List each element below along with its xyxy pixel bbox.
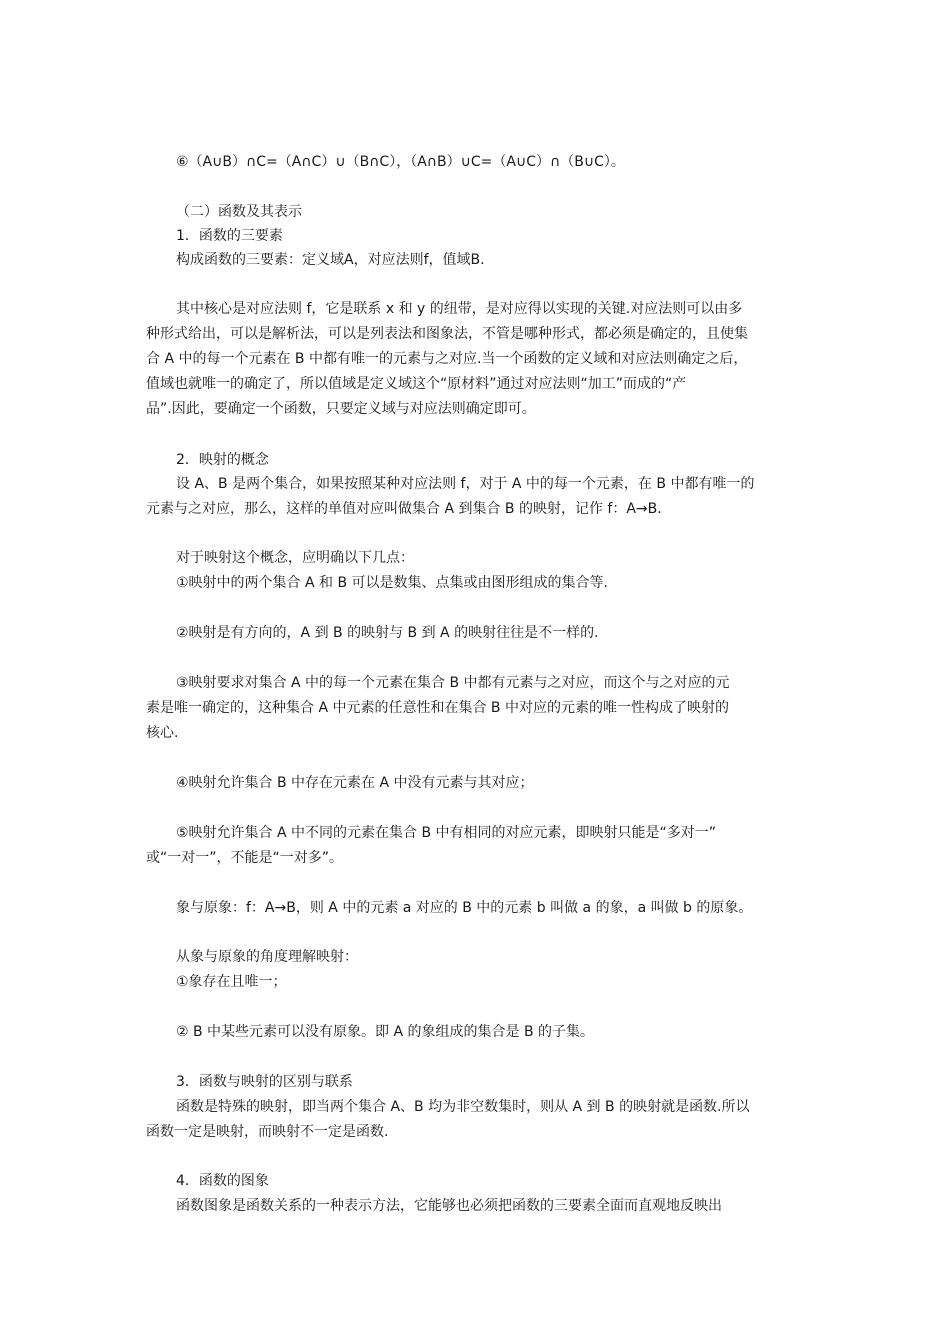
- paragraph-line: 核心.: [146, 725, 179, 741]
- subsection-heading: 1．函数的三要素: [176, 228, 283, 244]
- set-identity-line: ⑥（A∪B）∩C=（A∩C）∪（B∩C），（A∩B）∪C=（A∪C）∩（B∪C）。: [176, 154, 625, 170]
- paragraph-line: 元素与之对应，那么，这样的单值对应叫做集合 A 到集合 B 的映射，记作 f：A→B.: [146, 501, 662, 517]
- paragraph-line: 构成函数的三要素：定义域A，对应法则f，值域B.: [176, 252, 485, 268]
- paragraph-line: 素是唯一确定的，这种集合 A 中元素的任意性和在集合 B 中对应的元素的唯一性构成了映射的: [146, 700, 729, 716]
- subsection-heading: 3．函数与映射的区别与联系: [176, 1074, 353, 1090]
- paragraph-line: 从象与原象的角度理解映射：: [176, 949, 358, 965]
- paragraph-line: 其中核心是对应法则 f，它是联系 x 和 y 的纽带，是对应得以实现的关键.对应法则可以由多: [176, 301, 743, 317]
- paragraph-line: 象与原象：f：A→B，则 A 中的元素 a 对应的 B 中的元素 b 叫做 a 的象，a 叫做 b 的原象。: [176, 900, 753, 916]
- list-item: ③映射要求对集合 A 中的每一个元素在集合 B 中都有元素与之对应，而这个与之对应的元: [176, 675, 730, 691]
- section-heading: （二）函数及其表示: [176, 204, 302, 220]
- list-item: ①映射中的两个集合 A 和 B 可以是数集、点集或由图形组成的集合等.: [176, 575, 608, 591]
- subsection-heading: 4．函数的图象: [176, 1173, 269, 1189]
- paragraph-line: 函数是特殊的映射，即当两个集合 A、B 均为非空数集时，则从 A 到 B 的映射就是函数.所以: [176, 1099, 750, 1115]
- list-item: ②映射是有方向的，A 到 B 的映射与 B 到 A 的映射往往是不一样的.: [176, 625, 599, 641]
- paragraph-line: 对于映射这个概念，应明确以下几点：: [176, 550, 414, 566]
- paragraph-line: 设 A、B 是两个集合，如果按照某种对应法则 f，对于 A 中的每一个元素，在 B 中都有唯一的: [176, 476, 755, 492]
- paragraph-line: 种形式给出，可以是解析法，可以是列表法和图象法，不管是哪种形式，都必须是确定的，且使集: [146, 326, 748, 342]
- paragraph-line: 值域也就唯一的确定了，所以值域是定义域这个“原材料”通过对应法则“加工”而成的“产: [146, 376, 687, 392]
- subsection-heading: 2．映射的概念: [176, 452, 269, 468]
- list-item: ④映射允许集合 B 中存在元素在 A 中没有元素与其对应；: [176, 775, 534, 791]
- list-item: ⑤映射允许集合 A 中不同的元素在集合 B 中有相同的对应元素，即映射只能是“多对一”: [176, 825, 717, 841]
- paragraph-line: 合 A 中的每一个元素在 B 中都有唯一的元素与之对应.当一个函数的定义域和对应法则确定之后，: [146, 351, 748, 367]
- paragraph-line: 品”.因此，要确定一个函数，只要定义域与对应法则确定即可。: [146, 401, 536, 417]
- list-item: ①象存在且唯一；: [176, 974, 287, 990]
- list-item: ② B 中某些元素可以没有原象。即 A 的象组成的集合是 B 的子集。: [176, 1024, 595, 1040]
- paragraph-line: 函数图象是函数关系的一种表示方法，它能够也必须把函数的三要素全面而直观地反映出: [176, 1198, 722, 1214]
- paragraph-line: 函数一定是映射，而映射不一定是函数.: [146, 1124, 389, 1140]
- paragraph-line: 或“一对一”，不能是“一对多”。: [146, 850, 344, 866]
